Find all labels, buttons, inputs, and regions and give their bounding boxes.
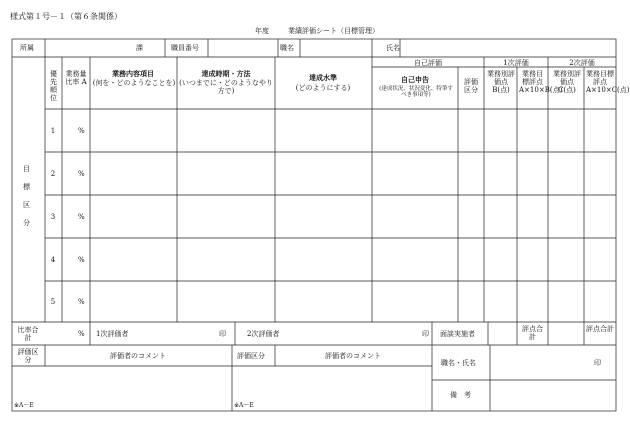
first-evaluator-label: 1次評価者 [96,330,129,338]
note-a-e-2: ※A～E [234,402,254,409]
first-b-header: 業務別評価点 B(点) [487,70,515,95]
ratio-total-label: 比率合計 [17,326,39,343]
level-subheader: (どのようにする) [295,84,351,92]
ratio-header: 業務量比率 A [65,70,87,87]
timing-subheader: (いつまでに・どのようなやり方で) [179,79,273,96]
title-name-seal: 印 [594,359,601,367]
percent-3: % [78,213,85,221]
interviewer-label: 面談実施者 [440,330,475,338]
remarks-label: 備 考 [450,391,471,399]
second-c-header: 業務別評価点 C(点) [553,70,581,95]
comment-label-1: 評価者のコメント [110,352,166,360]
second-evaluator-seal: 印 [422,330,429,338]
score-total-1: 評点合計 [522,325,543,342]
priority-4: 4 [50,256,56,264]
second-eval-group: 2次評価 [569,59,595,67]
priority-1: 1 [50,127,56,135]
note-a-e-1: ※A～E [14,402,34,409]
second-evaluator-label: 2次評価者 [247,330,280,338]
position-label: 職名 [280,44,294,52]
percent-5: % [78,298,85,306]
affiliation-label: 所属 [20,44,34,52]
percent-2: % [78,170,85,178]
score-total-2: 評点合計 [586,325,614,333]
priority-header: 優先順位 [50,70,57,103]
eval-category-label: 評価区分 [17,348,39,365]
comment-label-2: 評価者のコメント [325,352,381,360]
staff-number-label: 職員番号 [171,44,199,52]
self-report-header: 自己申告 [401,75,429,84]
title-name-label: 職名・氏名 [441,359,476,367]
self-eval-group: 自己評価 [414,59,442,67]
name-label: 氏名 [386,44,400,52]
second-target-header: 業務目標評点 A×10×C(点) [586,70,630,95]
priority-3: 3 [50,213,56,221]
task-subheader: (何を・どのようなことを) [92,79,176,87]
percent-4: % [78,256,85,264]
eval-category-label-2: 評価区分 [237,352,265,360]
self-report-subheader: (達成状況、状況変化、特筆すべき事項等) [379,86,453,99]
level-header: 達成水準 [309,73,337,82]
target-category-label: 目標区分 [23,165,30,227]
priority-2: 2 [50,170,56,178]
page-title: 業績評価シート（目標管理） [288,27,379,35]
first-eval-group: 1次評価 [503,59,529,67]
first-target-header: 業務目標評点 A×10×B(点) [519,70,563,95]
section-label: 課 [136,44,143,52]
form-code: 様式第１号－１（第６条関係） [10,12,122,21]
priority-5: 5 [50,298,56,306]
first-evaluator-seal: 印 [219,330,226,338]
year-label: 年度 [255,27,269,35]
ratio-total-percent: % [78,330,85,338]
task-header: 業務内容項目 [112,69,154,78]
percent-1: % [78,127,85,135]
timing-header: 達成時期・方法 [201,69,251,78]
eval-category-header: 評価区分 [464,78,478,95]
